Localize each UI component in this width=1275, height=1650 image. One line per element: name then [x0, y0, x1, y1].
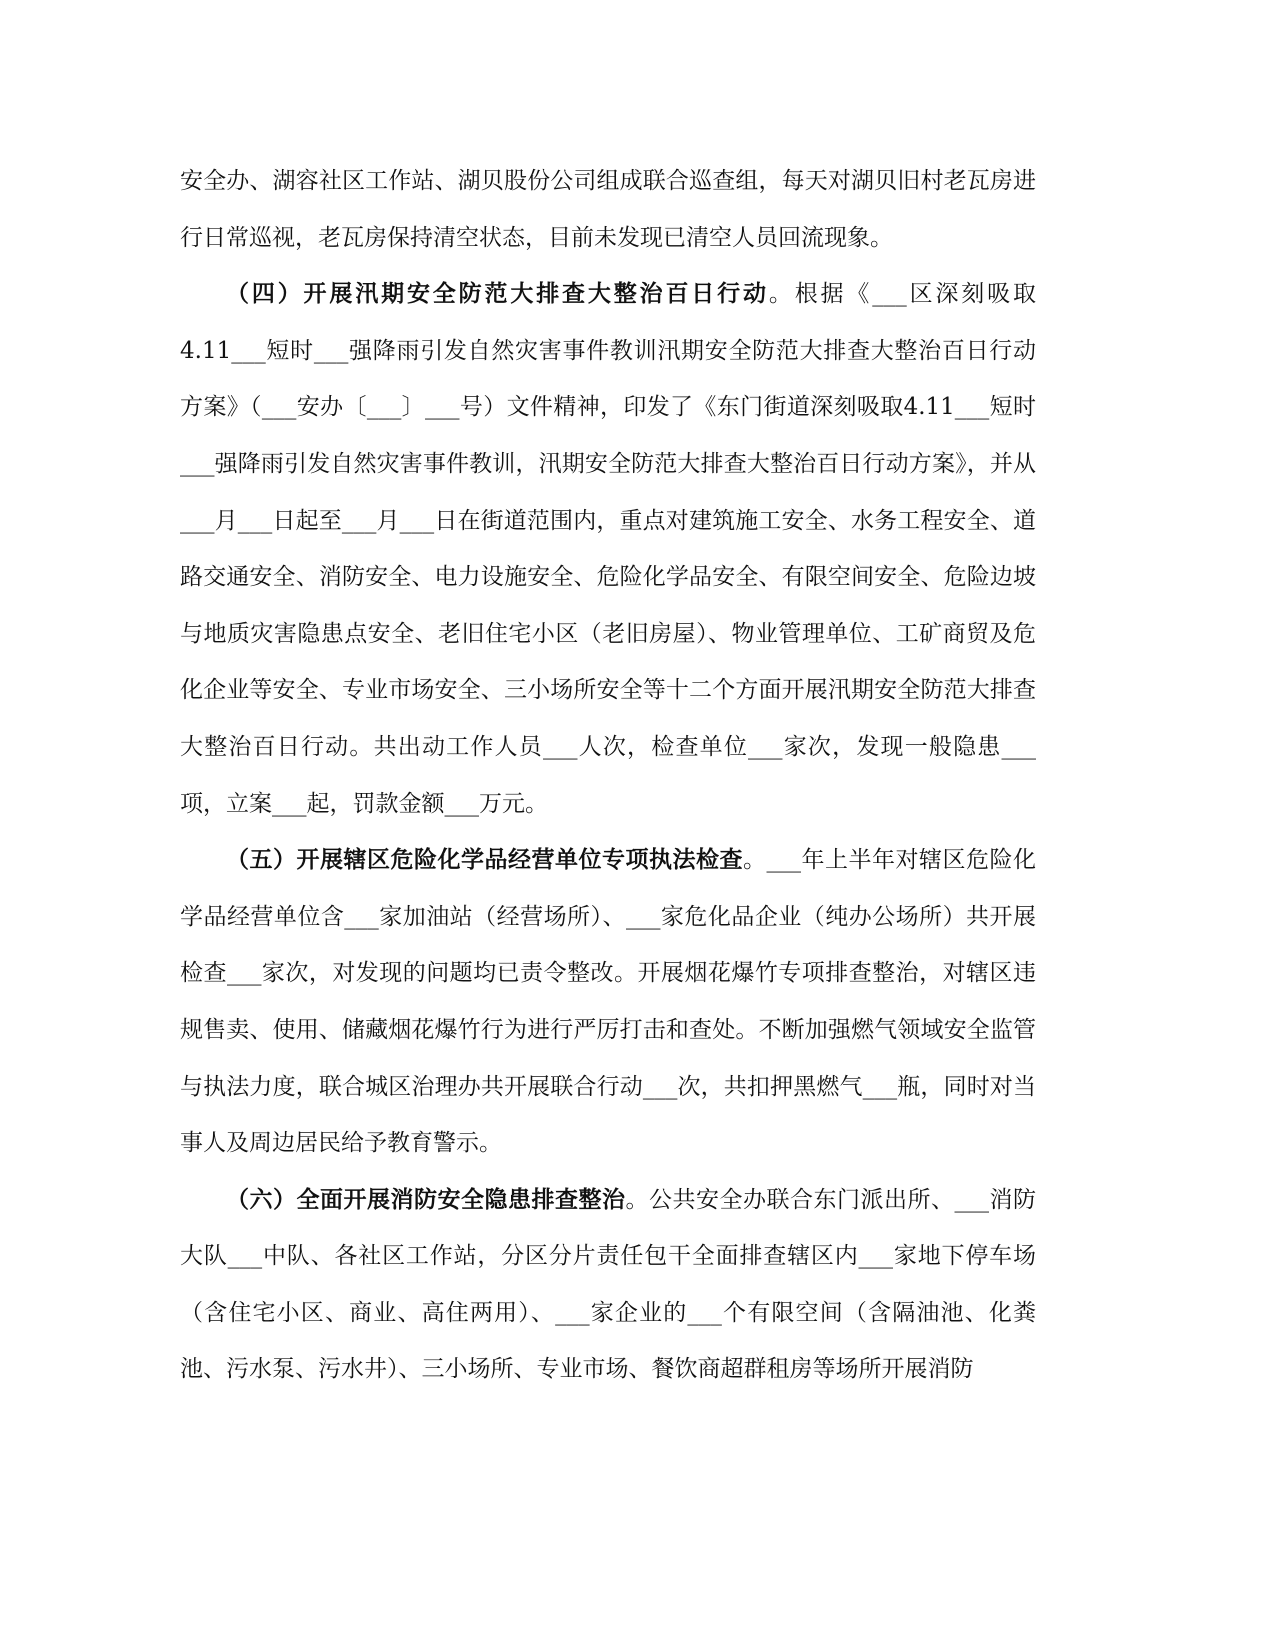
paragraph-text: 。___年上半年对辖区危险化学品经营单位含___家加油站（经营场所）、___家危化品企业（纯办公场所）共开展检查___家次，对发现的问题均已责令整改。开展烟花爆竹专项排查整治，对辖区违规售卖、使用、储藏烟花爆竹行为进行严厉打击和查处。不断加强燃气领域安全监管与执法力度，联合城区治理办共开展联合行动___次，共扣押黑燃气___瓶，同时对当事人及周边居民给予教育警示。	[180, 847, 1036, 1157]
paragraph-section-4	[180, 266, 1036, 832]
section-heading: （四）开展汛期安全防范大排查大整治百日行动	[226, 280, 769, 308]
paragraph-continuation	[180, 153, 1036, 266]
section-heading: （六）全面开展消防安全隐患排查整治	[226, 1185, 626, 1213]
section-heading: （五）开展辖区危险化学品经营单位专项执法检查	[226, 846, 743, 874]
paragraph-text: 安全办、湖容社区工作站、湖贝股份公司组成联合巡查组，每天对湖贝旧村老瓦房进行日常巡视，老瓦房保持清空状态，目前未发现已清空人员回流现象。	[180, 168, 1036, 251]
paragraph-section-6	[180, 1172, 1036, 1398]
paragraph-text: 。公共安全办联合东门派出所、___消防大队___中队、各社区工作站，分区分片责任包干全面排查辖区内___家地下停车场（含住宅小区、商业、高住两用）、___家企业的___个有限空间（含隔油池、化粪池、污水泵、污水井）、三小场所、专业市场、餐饮商超群租房等场所开展消防	[180, 1186, 1036, 1383]
paragraph-section-5	[180, 832, 1036, 1172]
document-page	[180, 153, 1036, 1398]
paragraph-text: 。根据《___区深刻吸取4.11___短时___强降雨引发自然灾害事件教训汛期安全防范大排查大整治百日行动方案》（___安办〔___〕___号）文件精神，印发了《东门街道深刻吸取4.11___短时___强降雨引发自然灾害事件教训，汛期安全防范大排查大整治百日行动方案》，并从___月___日起至___月___日在街道范围内，重点对建筑施工安全、水务工程安全、道路交通安全、消防安全、电力设施安全、危险化学品安全、有限空间安全、危险边坡与地质灾害隐患点安全、老旧住宅小区（老旧房屋）、物业管理单位、工矿商贸及危化企业等安全、专业市场安全、三小场所安全等十二个方面开展汛期安全防范大排查大整治百日行动。共出动工作人员___人次，检查单位___家次，发现一般隐患___项，立案___起，罚款金额___万元。	[180, 281, 1037, 817]
